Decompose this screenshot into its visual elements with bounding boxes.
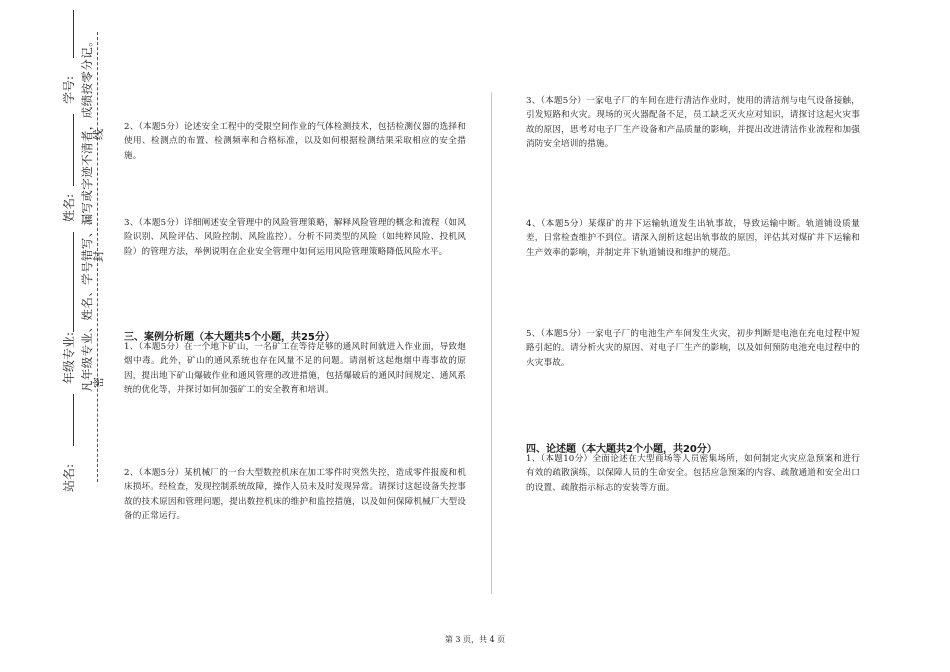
school-line — [73, 394, 74, 446]
binding-notice: 凡年级专业、姓名、学号错写、漏写或字迹不清者，成绩按零分记。 — [80, 35, 94, 392]
case-4: 4、（本题5分）某煤矿的井下运输轨道发生出轨事故，导致运输中断。轨道铺设质量差，日常检查维护不到位。请深入剖析这起出轨事故的原因，评估其对煤矿井下运输和生产效率的影响，并制定井下轨道铺设和维护的规范。 — [526, 219, 860, 258]
binding-strip — [0, 0, 110, 672]
student-id-line — [73, 10, 74, 58]
case-3: 3、（本题5分）一家电子厂的车间在进行清洁作业时，使用的清洁剂与电气设备接触，引发短路和火灾。现场的灭火器配备不足，员工缺乏灭火应对知识，请探讨这起火灾事故的原因，思考对电子厂生产设备和产品质量的影响，并提出改进清洁作业流程和加强消防安全培训的措施。 — [526, 96, 860, 149]
cut-mark-fold: 封 — [92, 251, 105, 262]
cut-mark-line: 线 — [92, 129, 105, 140]
case-1: 1、（本题5分）在一个地下矿山，一名矿工在等待足够的通风时间就进入作业面，导致炮烟中毒。此外，矿山的通风系统也存在风量不足的问题。请剖析这起炮烟中毒事故的原因，提出地下矿山爆破作业和通风管理的改进措施，包括爆破后的通风时间规定、通风系统的优化等，并探讨如何加强矿工的安全教育和培训。 — [124, 342, 466, 395]
school-label: 站名: — [62, 463, 76, 492]
name-line — [73, 114, 74, 186]
section-4-title: 四、论述题（本大题共2个小题，共20分） — [526, 444, 717, 455]
major-label: 年级专业: — [62, 331, 76, 384]
question-3: 3、（本题5分）详细阐述安全管理中的风险管理策略，解释风险管理的概念和流程（如风险识别、风险评估、风险控制、风险监控）。分析不同类型的风险（如纯粹风险、投机风险）的管理方法，举例说明在企业安全管理中如何运用风险管理策略降低风险水平。 — [124, 218, 466, 257]
column-divider — [491, 92, 492, 594]
student-id-label: 学号: — [62, 75, 76, 104]
page-number: 第 3 页，共 4 页 — [444, 635, 506, 644]
case-5: 5、（本题5分）一家电子厂的电池生产车间发生火灾，初步判断是电池在充电过程中短路引起的。请分析火灾的原因、对电子厂生产的影响，以及如何预防电池充电过程中的火灾事故。 — [526, 329, 860, 368]
essay-1: 1、（本题10分）全面论述在大型商场等人员密集场所，如何制定火灾应急预案和进行有效的疏散演练，以保障人员的生命安全。包括应急预案的内容、疏散通道和安全出口的设置、疏散指示标志的安装等方面。 — [526, 454, 860, 493]
section-3-title: 三、案例分析题（本大题共5个小题，共25分） — [124, 332, 335, 343]
name-label: 姓名: — [62, 193, 76, 222]
case-2: 2、（本题5分）某机械厂的一台大型数控机床在加工零件时突然失控，造成零件报废和机床损坏。经检查，发现控制系统故障，操作人员未及时发现异常。请探讨这起设备失控事故的技术原因和管理问题，提出数控机床的维护和监控措施，以及如何保障机械厂大型设备的正常运行。 — [124, 468, 466, 521]
major-line — [73, 232, 74, 332]
question-2: 2、（本题5分）论述安全工程中的受限空间作业的气体检测技术，包括检测仪器的选择和使用、检测点的布置、检测频率和合格标准，以及如何根据检测结果采取相应的安全措施。 — [124, 122, 466, 161]
cut-mark-seal: 密 — [92, 377, 105, 388]
